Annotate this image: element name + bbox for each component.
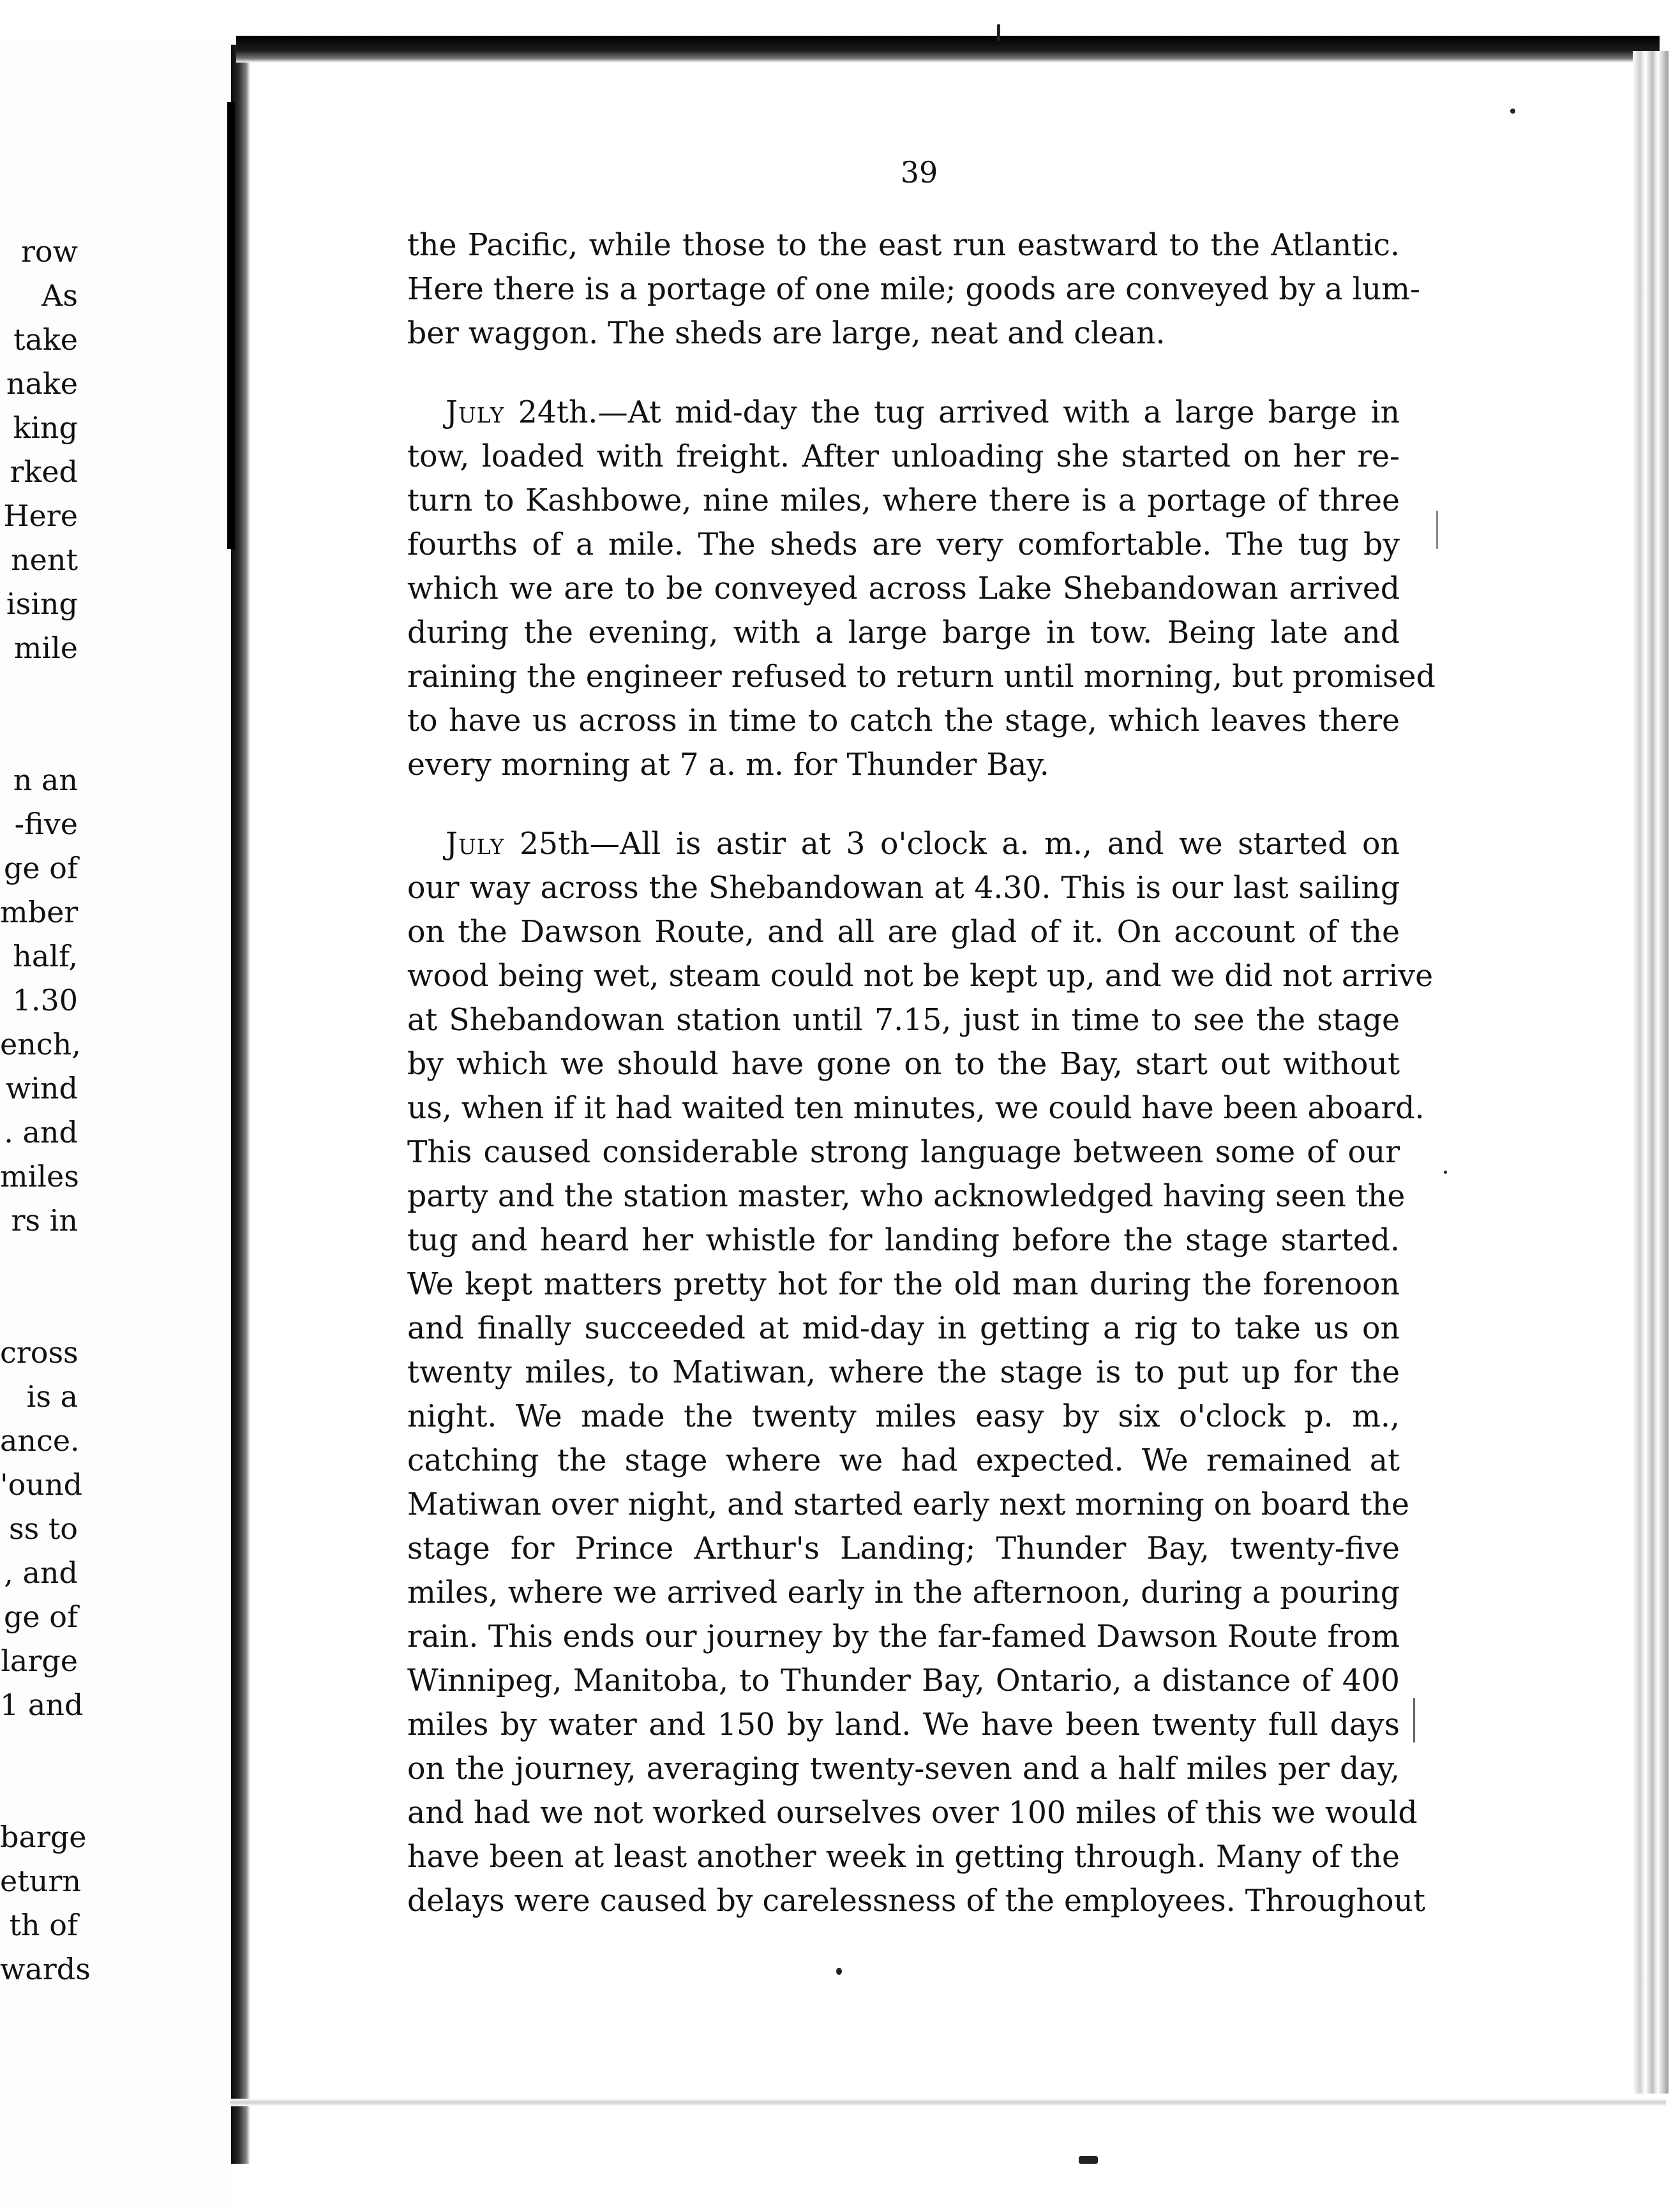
text-line: Here there is a portage of one mile; goods are conveyed by a lum- [407, 272, 1421, 307]
left-fragment [0, 1771, 78, 1815]
left-fragment: nake [6, 366, 78, 401]
text-line: ber waggon. The sheds are large, neat and clean. [407, 316, 1166, 351]
scan-speck [1079, 2156, 1098, 2164]
text-line: the Pacific, while those to the east run eastward to the Atlantic. [407, 228, 1400, 263]
text-line: Winnipeg, Manitoba, to Thunder Bay, Ontario, a distance of 400 [407, 1663, 1400, 1698]
scan-speck [1413, 1698, 1415, 1743]
scan-speck [1436, 511, 1438, 549]
text-line: by which we should have gone on to the Bay, start out without [407, 1047, 1400, 1082]
text-line: delays were caused by carelessness of the employees. Throughout [407, 1884, 1425, 1919]
left-fragment: ising [6, 587, 78, 621]
text-line: have been at least another week in getting through. Many of the [407, 1840, 1400, 1875]
text-line: during the evening, with a large barge in tow. Being late and [407, 615, 1400, 650]
paragraph [407, 391, 1436, 787]
text-line: Matiwan over night, and started early next morning on board the [407, 1487, 1409, 1522]
left-fragment: Here [3, 498, 78, 533]
date-label: July [446, 827, 505, 862]
text-line: party and the station master, who acknowledged having seen the [407, 1179, 1406, 1214]
text-line-rest: 24th.—At mid-day the tug arrived with a large barge in [504, 395, 1400, 430]
text-line: every morning at 7 a. m. for Thunder Bay. [407, 747, 1049, 783]
left-fragment: half, [13, 939, 78, 973]
left-fragment: wind [5, 1071, 78, 1106]
left-page-text-fragments [0, 230, 91, 1991]
scan-speck [997, 24, 1000, 41]
left-fragment: ench, [0, 1027, 81, 1061]
text-line: stage for Prince Arthur's Landing; Thunder Bay, twenty-five [407, 1531, 1400, 1566]
text-line [407, 822, 1400, 866]
left-fragment: wards [0, 1952, 91, 1986]
page-top-edge-shadow [236, 36, 1660, 63]
paragraph [407, 223, 1421, 356]
date-label: July [446, 395, 505, 430]
page-number: 39 [900, 155, 938, 190]
text-line: on the Dawson Route, and all are glad of it. On account of the [407, 915, 1400, 950]
left-fragment: nent [11, 543, 78, 577]
left-fragment: mber [0, 895, 79, 929]
left-fragment: th of [9, 1908, 78, 1942]
page-body-text [407, 223, 1436, 1923]
text-line [407, 391, 1400, 435]
text-line: We kept matters pretty hot for the old man during the forenoon [407, 1267, 1400, 1302]
left-fragment: n an [13, 763, 78, 797]
text-line: rain. This ends our journey by the far-famed Dawson Route from [407, 1619, 1400, 1654]
left-fragment: 1.30 [12, 983, 78, 1017]
left-fragment [0, 1287, 78, 1331]
left-fragment: is a [26, 1379, 78, 1414]
page-bottom-edge [230, 2099, 1666, 2106]
left-fragment: . and [4, 1115, 78, 1150]
left-fragment [0, 1243, 78, 1287]
left-fragment: As [41, 278, 78, 313]
left-facing-page [0, 38, 230, 2208]
left-fragment: large [1, 1644, 78, 1678]
left-fragment: ance. [0, 1423, 80, 1458]
paragraph [407, 822, 1434, 1923]
left-fragment: mile [13, 631, 78, 665]
left-fragment: rked [10, 454, 78, 489]
page-stack-edge [1633, 51, 1669, 2094]
scan-speck [836, 1968, 842, 1975]
text-line: at Shebandowan station until 7.15, just in time to see the stage [407, 1003, 1400, 1038]
left-fragment: -five [14, 807, 78, 841]
left-fragment: miles [0, 1159, 79, 1194]
text-line: which we are to be conveyed across Lake Shebandowan arrived [407, 571, 1400, 606]
left-fragment [0, 714, 78, 758]
left-fragment: 'ound [0, 1467, 83, 1502]
text-line: and had we not worked ourselves over 100 miles of this we would [407, 1795, 1418, 1831]
scan-speck [1444, 1171, 1447, 1174]
text-line: us, when if it had waited ten minutes, we could have been aboard. [407, 1091, 1425, 1126]
text-line: to have us across in time to catch the stage, which leaves there [407, 703, 1400, 738]
text-line: turn to Kashbowe, nine miles, where there is a portage of three [407, 483, 1400, 518]
text-line: on the journey, averaging twenty-seven and a half miles per day, [407, 1751, 1400, 1787]
left-fragment [0, 670, 78, 714]
left-fragment: barge [0, 1820, 87, 1854]
text-line: tow, loaded with freight. After unloading she started on her re- [407, 439, 1400, 474]
left-fragment [0, 1727, 78, 1771]
left-fragment: ss to [8, 1511, 78, 1546]
left-fragment: row [20, 234, 78, 269]
left-fragment: 1 and [0, 1688, 84, 1722]
text-line: raining the engineer refused to return until morning, but promised [407, 659, 1436, 694]
text-line: This caused considerable strong language between some of our [407, 1135, 1400, 1170]
left-fragment: ge of [3, 851, 78, 885]
gutter-shadow [227, 102, 235, 549]
left-fragment: take [13, 322, 78, 357]
left-fragment: rs in [11, 1203, 78, 1238]
text-line: our way across the Shebandowan at 4.30. This is our last sailing [407, 871, 1400, 906]
text-line: night. We made the twenty miles easy by six o'clock p. m., [407, 1399, 1400, 1434]
left-fragment: , and [4, 1555, 78, 1590]
text-line: twenty miles, to Matiwan, where the stage is to put up for the [407, 1355, 1400, 1390]
text-line-rest: 25th—All is astir at 3 o'clock a. m., and we started on [504, 827, 1400, 862]
text-line: fourths of a mile. The sheds are very comfortable. The tug by [407, 527, 1400, 562]
left-fragment: ge of [3, 1600, 78, 1634]
text-line: tug and heard her whistle for landing before the stage started. [407, 1223, 1400, 1258]
text-line: wood being wet, steam could not be kept up, and we did not arrive [407, 959, 1434, 994]
text-line: catching the stage where we had expected. We remained at [407, 1443, 1400, 1478]
left-fragment: cross [0, 1335, 79, 1370]
scan-speck [1510, 109, 1515, 114]
text-line: miles, where we arrived early in the afternoon, during a pouring [407, 1575, 1400, 1610]
text-line: miles by water and 150 by land. We have been twenty full days [407, 1707, 1400, 1743]
text-line: and finally succeeded at mid-day in getting a rig to take us on [407, 1311, 1400, 1346]
left-fragment: eturn [0, 1864, 81, 1898]
left-fragment: king [13, 410, 78, 445]
